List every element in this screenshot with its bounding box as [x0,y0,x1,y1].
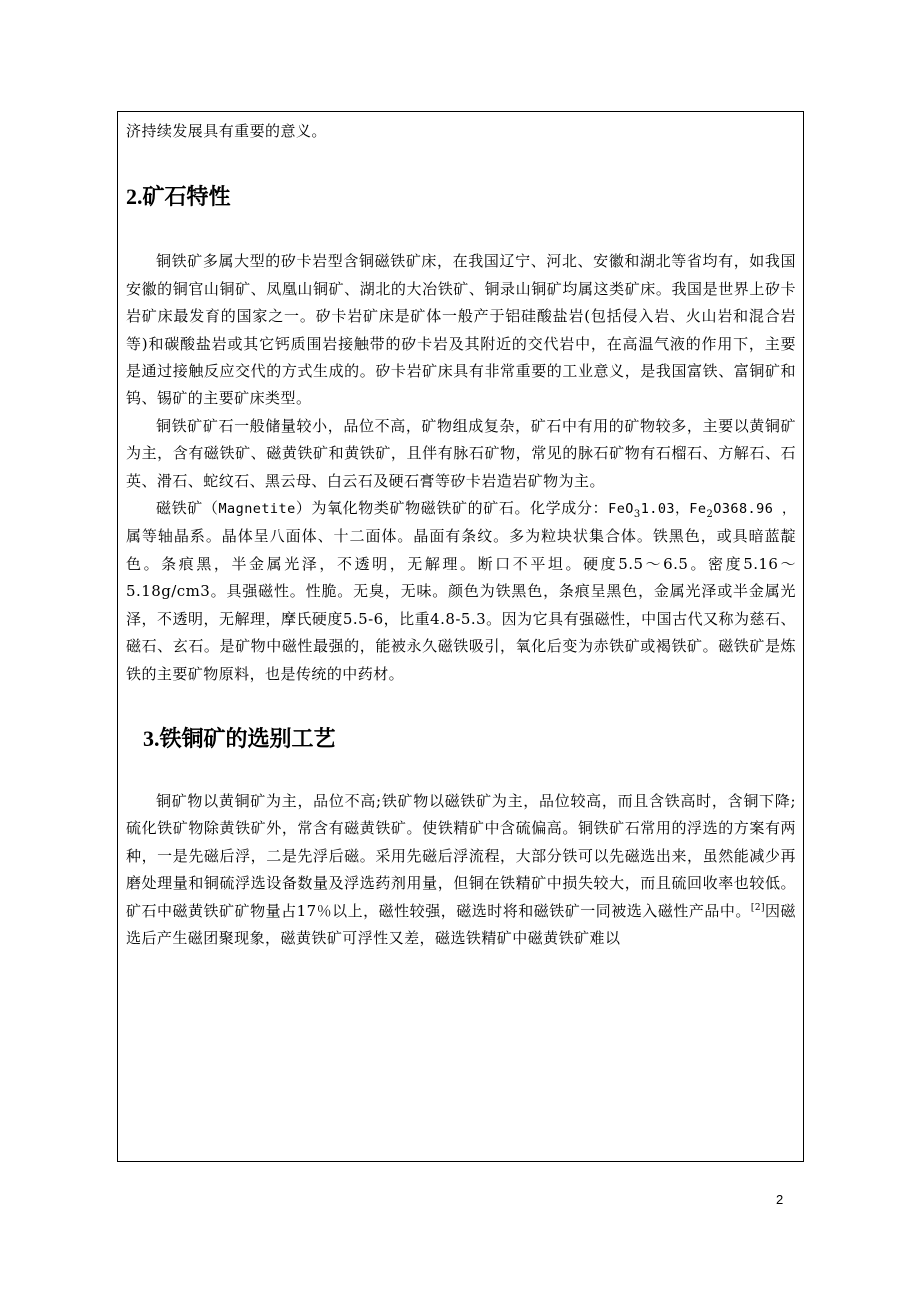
section-2-heading [126,182,796,212]
p3-text-c: 属等轴晶系。晶体呈八面体、十二面体。晶面有条纹。多为粒块状集合体。铁黑色，或具暗蓝靛色。条痕黑，半金属光泽，不透明，无解理。断口不平坦。硬度5.5～6.5。密度5.16～5.18g/cm3。具强磁性。性脆。无臭，无味。颜色为铁黑色，条痕呈黑色，金属光泽或半金属光泽，不透明，无解理，摩氏硬度5.5-6，比重4.8-5.3。因为它具有强磁性，中国古代又称为慈石、磁石、玄石。是矿物中磁性最强的，能被永久磁铁吸引，氧化后变为赤铁矿或褐铁矿。磁铁矿是炼铁的主要矿物原料，也是传统的中药材。 [126,527,796,683]
document-body [126,118,796,952]
formula-2-value: O368.96 ， [713,501,796,518]
formula-1-subscript: 3 [633,509,641,521]
section-3-heading-number: 3. [143,725,160,751]
section-3-heading-text: 铁铜矿的选别工艺 [159,725,336,751]
citation-reference[interactable]: [2] [750,902,765,913]
formula-1: FeO [608,501,634,518]
section-2-paragraph-1: 铜铁矿多属大型的矽卡岩型含铜磁铁矿床，在我国辽宁、河北、安徽和湖北等省均有，如我国安徽的铜官山铜矿、凤凰山铜矿、湖北的大冶铁矿、铜录山铜矿均属这类矿床。我国是世界上矽卡岩矿床最发育的国家之一。矽卡岩矿床是矿体一般产于铝硅酸盐岩(包括侵入岩、火山岩和混合岩等)和碳酸盐岩或其它钙质围岩接触带的矽卡岩及其附近的交代岩中，在高温气液的作用下，主要是通过接触反应交代的方式生成的。矽卡岩矿床具有非常重要的工业意义，是我国富铁、富铜矿和钨、锡矿的主要矿床类型。 [126,252,796,408]
p3-latin-term: Magnetite [218,501,296,518]
section-3-heading [126,724,796,754]
section-3-paragraph-1 [126,788,796,952]
page-number: 2 [776,1192,784,1207]
s3p1-text-a: 铜矿物以黄铜矿为主，品位不高;铁矿物以磁铁矿为主，品位较高，而且含铁高时，含铜下降;硫化铁矿物除黄铁矿外，常含有磁黄铁矿。使铁精矿中含硫偏高。铜铁矿石常用的浮选的方案有两种，一是先磁后浮，二是先浮后磁。采用先磁后浮流程，大部分铁可以先磁选出来，虽然能减少再磨处理量和铜硫浮选设备数量及浮选药剂用量，但铜在铁精矿中损失较大，而且硫回收率也较低。矿石中磁黄铁矿矿物量占17％以上，磁性较强，磁选时将和磁铁矿一同被选入磁性产品中。 [126,791,796,920]
formula-2-subscript: 2 [706,509,714,521]
p3-text-a: 磁铁矿（ [156,499,219,518]
section-2-paragraph-3 [126,495,796,688]
intro-continuation: 济持续发展具有重要的意义。 [126,122,327,140]
section-2-heading-text: 矿石特性 [142,184,231,210]
section-2-heading-number: 2. [126,184,143,210]
content-frame [117,111,804,1162]
p3-text-b: ）为氧化物类矿物磁铁矿的矿石。化学成分： [295,499,609,518]
s3p1-text-b: 因磁选后产生磁团聚现象，磁黄铁矿可浮性又差，磁选铁精矿中磁黄铁矿难以 [126,901,797,947]
formula-2: Fe [689,501,707,518]
section-2-paragraph-2: 铜铁矿矿石一般储量较小，品位不高，矿物组成复杂，矿石中有用的矿物较多，主要以黄铜矿为主，含有磁铁矿、磁黄铁矿和黄铁矿，且伴有脉石矿物，常见的脉石矿物有石榴石、方解石、石英、滑石、蛇纹石、黑云母、白云石及硬石膏等矽卡岩造岩矿物为主。 [126,416,796,490]
formula-1-value: 1.03， [640,501,690,518]
